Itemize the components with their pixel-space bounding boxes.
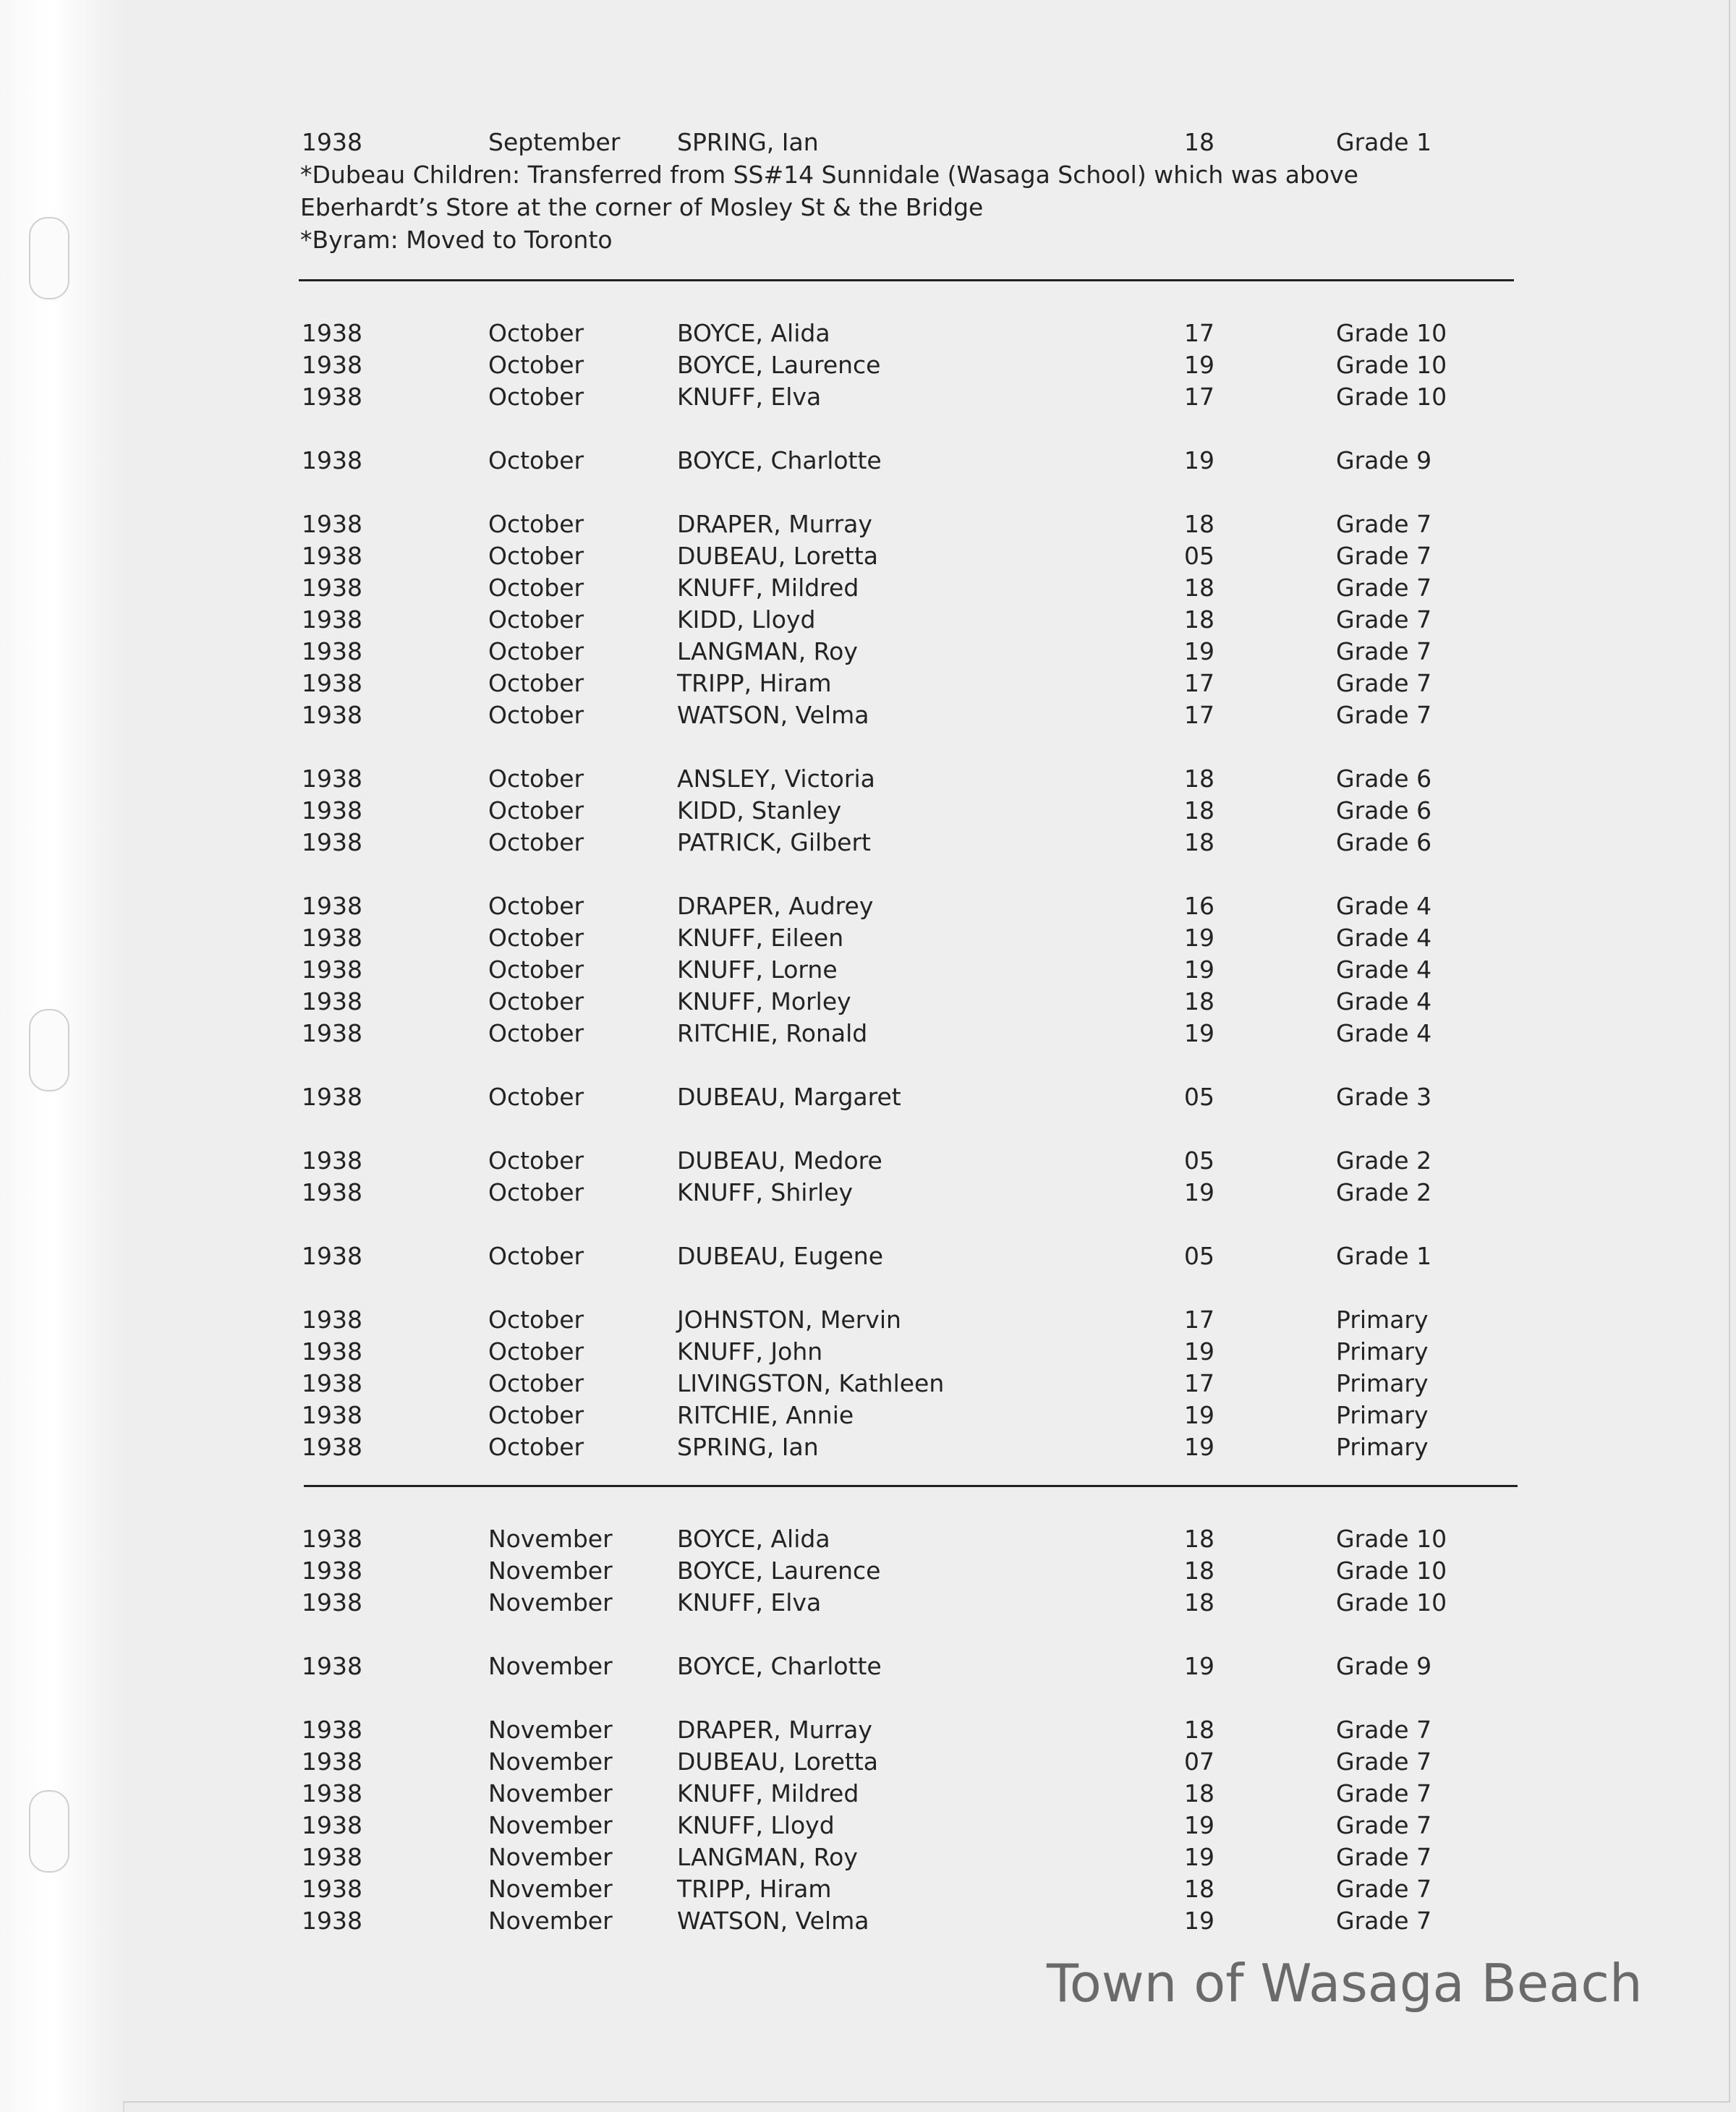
- days-count: 19: [1184, 1178, 1214, 1206]
- month: November: [488, 1843, 613, 1871]
- student-name: LANGMAN, Roy: [677, 637, 858, 665]
- record-row: [0, 318, 1736, 349]
- year: 1938: [302, 669, 362, 697]
- month: October: [488, 669, 584, 697]
- month: October: [488, 987, 584, 1015]
- days-count: 19: [1184, 955, 1214, 984]
- record-row: [0, 763, 1736, 795]
- month: October: [488, 542, 584, 570]
- grade: Grade 4: [1336, 1019, 1432, 1047]
- days-count: 18: [1184, 128, 1214, 156]
- grade: Grade 10: [1336, 319, 1447, 347]
- record-row: [0, 1523, 1736, 1555]
- days-count: 19: [1184, 637, 1214, 665]
- year: 1938: [302, 351, 362, 379]
- year: 1938: [302, 1178, 362, 1206]
- record-row: [0, 1018, 1736, 1049]
- note-line: Eberhardt’s Store at the corner of Mosley St & the Bridge: [300, 193, 984, 221]
- grade: Primary: [1336, 1401, 1429, 1429]
- student-name: KNUFF, Morley: [677, 987, 851, 1015]
- grade: Grade 2: [1336, 1146, 1432, 1175]
- record-row: [0, 1714, 1736, 1746]
- days-count: 05: [1184, 1083, 1214, 1111]
- grade: Grade 9: [1336, 446, 1432, 474]
- days-count: 18: [1184, 1525, 1214, 1553]
- student-name: TRIPP, Hiram: [677, 1875, 832, 1903]
- student-name: WATSON, Velma: [677, 1907, 869, 1935]
- grade: Grade 4: [1336, 955, 1432, 984]
- days-count: 19: [1184, 1843, 1214, 1871]
- record-row: [0, 1746, 1736, 1778]
- student-name: KNUFF, Lloyd: [677, 1811, 835, 1839]
- days-count: 19: [1184, 1907, 1214, 1935]
- month: October: [488, 1178, 584, 1206]
- grade: Grade 4: [1336, 987, 1432, 1015]
- student-name: KIDD, Stanley: [677, 796, 842, 825]
- month: October: [488, 605, 584, 634]
- record-row-september: [0, 127, 1736, 158]
- days-count: 17: [1184, 319, 1214, 347]
- grade: Grade 7: [1336, 1875, 1432, 1903]
- grade: Grade 10: [1336, 1525, 1447, 1553]
- grade: Grade 7: [1336, 542, 1432, 570]
- grade: Primary: [1336, 1337, 1429, 1366]
- record-row: [0, 1873, 1736, 1905]
- month: November: [488, 1875, 613, 1903]
- grade: Grade 7: [1336, 1843, 1432, 1871]
- student-name: BOYCE, Charlotte: [677, 446, 882, 474]
- days-count: 19: [1184, 924, 1214, 952]
- grade: Primary: [1336, 1306, 1429, 1334]
- month: October: [488, 637, 584, 665]
- record-row: [0, 1587, 1736, 1619]
- days-count: 05: [1184, 1146, 1214, 1175]
- record-row: [0, 890, 1736, 922]
- grade: Grade 7: [1336, 669, 1432, 697]
- record-row: [0, 1905, 1736, 1937]
- grade: Primary: [1336, 1433, 1429, 1461]
- year: 1938: [302, 542, 362, 570]
- student-name: BOYCE, Laurence: [677, 351, 881, 379]
- year: 1938: [302, 1907, 362, 1935]
- year: 1938: [302, 1525, 362, 1553]
- binder-hole: [29, 217, 69, 299]
- note-line: *Dubeau Children: Transferred from SS#14 Sunnidale (Wasaga School) which was above: [300, 161, 1358, 189]
- record-row: [0, 668, 1736, 699]
- grade: Grade 7: [1336, 1716, 1432, 1744]
- days-count: 17: [1184, 669, 1214, 697]
- days-count: 19: [1184, 1019, 1214, 1047]
- grade: Grade 7: [1336, 1747, 1432, 1776]
- year: 1938: [302, 955, 362, 984]
- student-name: DUBEAU, Medore: [677, 1146, 882, 1175]
- month: October: [488, 955, 584, 984]
- days-count: 19: [1184, 446, 1214, 474]
- month: October: [488, 796, 584, 825]
- record-row: [0, 381, 1736, 413]
- days-count: 18: [1184, 796, 1214, 825]
- days-count: 18: [1184, 605, 1214, 634]
- student-name: WATSON, Velma: [677, 701, 869, 729]
- year: 1938: [302, 1716, 362, 1744]
- record-row: [0, 986, 1736, 1018]
- days-count: 18: [1184, 1588, 1214, 1617]
- year: 1938: [302, 1779, 362, 1807]
- student-name: DRAPER, Audrey: [677, 892, 874, 920]
- note-line: *Byram: Moved to Toronto: [300, 226, 613, 254]
- month: November: [488, 1525, 613, 1553]
- year: 1938: [302, 1019, 362, 1047]
- year: 1938: [302, 1747, 362, 1776]
- grade: Grade 7: [1336, 1907, 1432, 1935]
- record-row: [0, 1778, 1736, 1810]
- student-name: JOHNSTON, Mervin: [677, 1306, 901, 1334]
- year: 1938: [302, 1242, 362, 1270]
- year: 1938: [302, 574, 362, 602]
- year: 1938: [302, 924, 362, 952]
- grade: Primary: [1336, 1369, 1429, 1397]
- days-count: 18: [1184, 1557, 1214, 1585]
- grade: Grade 7: [1336, 1811, 1432, 1839]
- month: October: [488, 1019, 584, 1047]
- month: November: [488, 1652, 613, 1680]
- days-count: 18: [1184, 574, 1214, 602]
- record-row: [0, 1555, 1736, 1587]
- days-count: 18: [1184, 828, 1214, 856]
- grade: Grade 6: [1336, 765, 1432, 793]
- student-name: LIVINGSTON, Kathleen: [677, 1369, 945, 1397]
- grade: Grade 9: [1336, 1652, 1432, 1680]
- record-row: [0, 1336, 1736, 1368]
- student-name: BOYCE, Alida: [677, 1525, 830, 1553]
- student-name: PATRICK, Gilbert: [677, 828, 871, 856]
- student-name: KNUFF, Lorne: [677, 955, 838, 984]
- month: October: [488, 701, 584, 729]
- year: 1938: [302, 383, 362, 411]
- month: October: [488, 828, 584, 856]
- record-row: [0, 445, 1736, 477]
- record-row: [0, 508, 1736, 540]
- month: November: [488, 1907, 613, 1935]
- month: October: [488, 383, 584, 411]
- month: October: [488, 1369, 584, 1397]
- month: October: [488, 1242, 584, 1270]
- days-count: 19: [1184, 351, 1214, 379]
- month: October: [488, 510, 584, 538]
- record-row: [0, 1177, 1736, 1209]
- grade: Grade 10: [1336, 351, 1447, 379]
- month: November: [488, 1747, 613, 1776]
- grade: Grade 6: [1336, 796, 1432, 825]
- student-name: TRIPP, Hiram: [677, 669, 832, 697]
- record-row: [0, 1431, 1736, 1463]
- grade: Grade 10: [1336, 383, 1447, 411]
- days-count: 19: [1184, 1401, 1214, 1429]
- days-count: 19: [1184, 1337, 1214, 1366]
- student-name: SPRING, Ian: [677, 1433, 819, 1461]
- student-name: ANSLEY, Victoria: [677, 765, 875, 793]
- year: 1938: [302, 1337, 362, 1366]
- year: 1938: [302, 796, 362, 825]
- student-name: BOYCE, Alida: [677, 319, 830, 347]
- year: 1938: [302, 701, 362, 729]
- record-row: [0, 1841, 1736, 1873]
- year: 1938: [302, 1146, 362, 1175]
- record-row: [0, 1400, 1736, 1431]
- days-count: 18: [1184, 510, 1214, 538]
- grade: Grade 4: [1336, 924, 1432, 952]
- grade: Grade 7: [1336, 701, 1432, 729]
- record-row: [0, 1081, 1736, 1113]
- year: 1938: [302, 1083, 362, 1111]
- grade: Grade 7: [1336, 605, 1432, 634]
- month: October: [488, 924, 584, 952]
- month: October: [488, 892, 584, 920]
- days-count: 18: [1184, 1875, 1214, 1903]
- record-row: [0, 1304, 1736, 1336]
- record-row: [0, 954, 1736, 986]
- student-name: KIDD, Lloyd: [677, 605, 816, 634]
- month: November: [488, 1557, 613, 1585]
- year: 1938: [302, 1306, 362, 1334]
- record-row: [0, 540, 1736, 572]
- grade: Grade 4: [1336, 892, 1432, 920]
- days-count: 16: [1184, 892, 1214, 920]
- days-count: 17: [1184, 701, 1214, 729]
- record-row: [0, 1145, 1736, 1177]
- record-row: [0, 922, 1736, 954]
- student-name: KNUFF, Mildred: [677, 1779, 859, 1807]
- record-row: [0, 636, 1736, 668]
- record-row: [0, 827, 1736, 859]
- month: October: [488, 1337, 584, 1366]
- days-count: 05: [1184, 1242, 1214, 1270]
- grade: Grade 10: [1336, 1588, 1447, 1617]
- month: October: [488, 1401, 584, 1429]
- student-name: DRAPER, Murray: [677, 1716, 872, 1744]
- month: November: [488, 1716, 613, 1744]
- year: 1938: [302, 892, 362, 920]
- year: 1938: [302, 128, 362, 156]
- year: 1938: [302, 319, 362, 347]
- month: October: [488, 574, 584, 602]
- grade: Grade 7: [1336, 637, 1432, 665]
- month: October: [488, 1306, 584, 1334]
- month: October: [488, 1083, 584, 1111]
- year: 1938: [302, 765, 362, 793]
- student-name: KNUFF, Mildred: [677, 574, 859, 602]
- days-count: 17: [1184, 1369, 1214, 1397]
- month: October: [488, 446, 584, 474]
- days-count: 18: [1184, 1779, 1214, 1807]
- days-count: 19: [1184, 1652, 1214, 1680]
- grade: Grade 7: [1336, 510, 1432, 538]
- month: September: [488, 128, 621, 156]
- student-name: BOYCE, Laurence: [677, 1557, 881, 1585]
- divider-rule: [299, 279, 1514, 281]
- record-row: [0, 1651, 1736, 1682]
- year: 1938: [302, 446, 362, 474]
- record-row: [0, 349, 1736, 381]
- days-count: 19: [1184, 1811, 1214, 1839]
- grade: Grade 10: [1336, 1557, 1447, 1585]
- year: 1938: [302, 1369, 362, 1397]
- days-count: 18: [1184, 1716, 1214, 1744]
- year: 1938: [302, 1588, 362, 1617]
- days-count: 17: [1184, 383, 1214, 411]
- student-name: KNUFF, Elva: [677, 383, 822, 411]
- student-name: RITCHIE, Annie: [677, 1401, 854, 1429]
- record-row: [0, 604, 1736, 636]
- watermark: Town of Wasaga Beach: [1047, 1953, 1643, 2014]
- grade: Grade 7: [1336, 574, 1432, 602]
- student-name: DUBEAU, Loretta: [677, 1747, 879, 1776]
- record-row: [0, 1810, 1736, 1841]
- month: November: [488, 1779, 613, 1807]
- days-count: 19: [1184, 1433, 1214, 1461]
- record-row: [0, 1368, 1736, 1400]
- year: 1938: [302, 1557, 362, 1585]
- divider-rule: [304, 1485, 1518, 1487]
- year: 1938: [302, 637, 362, 665]
- student-name: DRAPER, Murray: [677, 510, 872, 538]
- year: 1938: [302, 1401, 362, 1429]
- month: October: [488, 319, 584, 347]
- month: October: [488, 1433, 584, 1461]
- student-name: DUBEAU, Margaret: [677, 1083, 901, 1111]
- days-count: 18: [1184, 987, 1214, 1015]
- record-row: [0, 1240, 1736, 1272]
- year: 1938: [302, 1875, 362, 1903]
- student-name: LANGMAN, Roy: [677, 1843, 858, 1871]
- year: 1938: [302, 510, 362, 538]
- year: 1938: [302, 1652, 362, 1680]
- record-row: [0, 699, 1736, 731]
- month: October: [488, 1146, 584, 1175]
- year: 1938: [302, 1843, 362, 1871]
- record-row: [0, 795, 1736, 827]
- year: 1938: [302, 987, 362, 1015]
- year: 1938: [302, 1433, 362, 1461]
- grade: Grade 6: [1336, 828, 1432, 856]
- year: 1938: [302, 1811, 362, 1839]
- student-name: KNUFF, Elva: [677, 1588, 822, 1617]
- year: 1938: [302, 605, 362, 634]
- year: 1938: [302, 828, 362, 856]
- days-count: 17: [1184, 1306, 1214, 1334]
- grade: Grade 1: [1336, 1242, 1432, 1270]
- record-row: [0, 572, 1736, 604]
- student-name: DUBEAU, Eugene: [677, 1242, 883, 1270]
- days-count: 07: [1184, 1747, 1214, 1776]
- grade: Grade 3: [1336, 1083, 1432, 1111]
- student-name: KNUFF, Eileen: [677, 924, 844, 952]
- student-name: RITCHIE, Ronald: [677, 1019, 868, 1047]
- month: October: [488, 765, 584, 793]
- grade: Grade 2: [1336, 1178, 1432, 1206]
- grade: Grade 7: [1336, 1779, 1432, 1807]
- month: November: [488, 1588, 613, 1617]
- days-count: 18: [1184, 765, 1214, 793]
- student-name: BOYCE, Charlotte: [677, 1652, 882, 1680]
- student-name: DUBEAU, Loretta: [677, 542, 879, 570]
- month: November: [488, 1811, 613, 1839]
- days-count: 05: [1184, 542, 1214, 570]
- grade: Grade 1: [1336, 128, 1432, 156]
- student-name: KNUFF, John: [677, 1337, 823, 1366]
- month: October: [488, 351, 584, 379]
- student-name: SPRING, Ian: [677, 128, 819, 156]
- student-name: KNUFF, Shirley: [677, 1178, 854, 1206]
